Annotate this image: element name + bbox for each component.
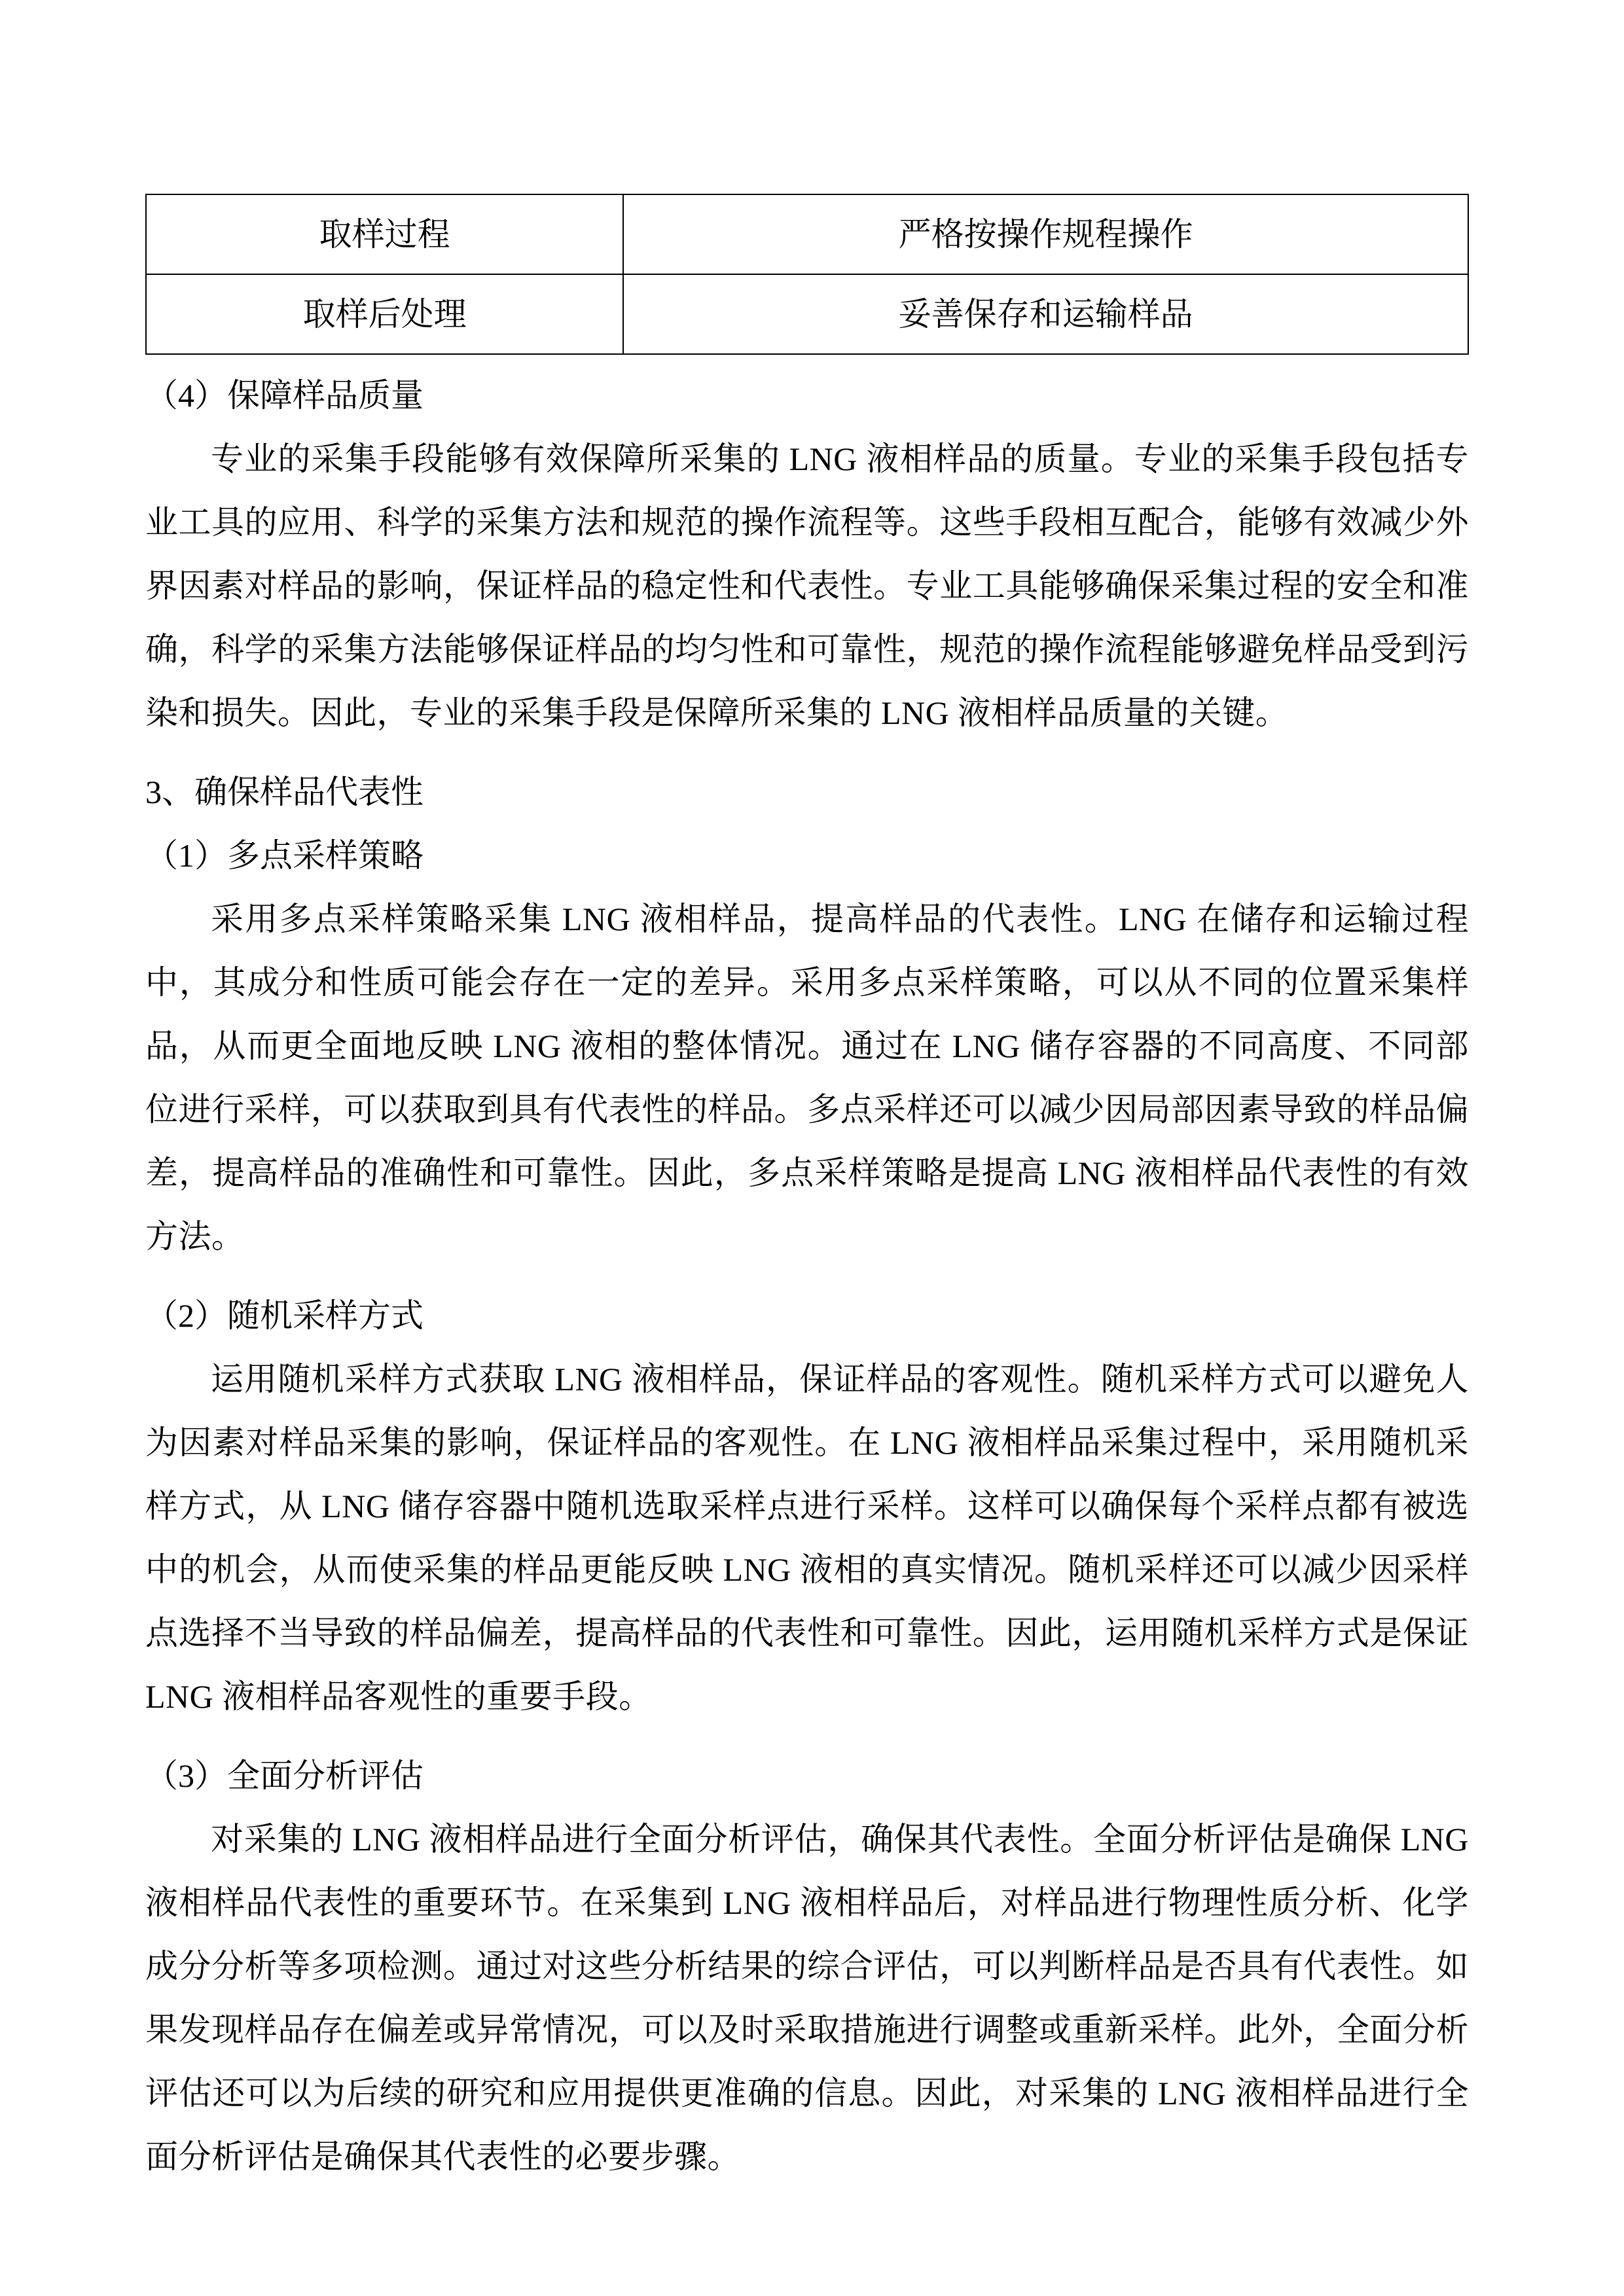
- paragraph-sample-quality: 专业的采集手段能够有效保障所采集的 LNG 液相样品的质量。专业的采集手段包括专业工具的应用、科学的采集方法和规范的操作流程等。这些手段相互配合，能够有效减少外界因素对样品的影响，保证样品的稳定性和代表性。专业工具能够确保采集过程的安全和准确，科学的采集方法能够保证样品的均匀性和可靠性，规范的操作流程能够避免样品受到污染和损失。因此，专业的采集手段是保障所采集的 LNG 液相样品质量的关键。: [145, 440, 1469, 731]
- table-cell-step-desc: 妥善保存和运输样品: [623, 274, 1468, 354]
- sampling-steps-table: [145, 194, 1469, 355]
- heading-random-sampling: （2）随机采样方式: [145, 1297, 424, 1334]
- heading-ensure-representativeness: 3、确保样品代表性: [145, 774, 424, 810]
- paragraph-random-sampling: 运用随机采样方式获取 LNG 液相样品，保证样品的客观性。随机采样方式可以避免人为因素对样品采集的影响，保证样品的客观性。在 LNG 液相样品采集过程中，采用随机采样方式，从 LNG 储存容器中随机选取采样点进行采样。这样可以确保每个采样点都有被选中的机会，从而使采集的样品更能反映 LNG 液相的真实情况。随机采样还可以减少因采样点选择不当导致的样品偏差，提高样品的代表性和可靠性。因此，运用随机采样方式是保证 LNG 液相样品客观性的重要手段。: [145, 1361, 1469, 1715]
- paragraph-comprehensive-analysis: 对采集的 LNG 液相样品进行全面分析评估，确保其代表性。全面分析评估是确保 LNG 液相样品代表性的重要环节。在采集到 LNG 液相样品后，对样品进行物理性质分析、化学成分分析等多项检测。通过对这些分析结果的综合评估，可以判断样品是否具有代表性。如果发现样品存在偏差或异常情况，可以及时采取措施进行调整或重新采样。此外，全面分析评估还可以为后续的研究和应用提供更准确的信息。因此，对采集的 LNG 液相样品进行全面分析评估是确保其代表性的必要步骤。: [145, 1821, 1469, 2175]
- table-row: [146, 194, 1468, 274]
- heading-multipoint-sampling: （1）多点采样策略: [145, 837, 424, 874]
- table-row: [146, 274, 1468, 354]
- heading-comprehensive-analysis: （3）全面分析评估: [145, 1757, 424, 1794]
- table-cell-step-name: 取样后处理: [146, 274, 623, 354]
- table-cell-step-name: 取样过程: [146, 194, 623, 274]
- paragraph-multipoint-sampling: 采用多点采样策略采集 LNG 液相样品，提高样品的代表性。LNG 在储存和运输过程中，其成分和性质可能会存在一定的差异。采用多点采样策略，可以从不同的位置采集样品，从而更全面地反映 LNG 液相的整体情况。通过在 LNG 储存容器的不同高度、不同部位进行采样，可以获取到具有代表性的样品。多点采样还可以减少因局部因素导致的样品偏差，提高样品的准确性和可靠性。因此，多点采样策略是提高 LNG 液相样品代表性的有效方法。: [145, 901, 1469, 1255]
- table-cell-step-desc: 严格按操作规程操作: [623, 194, 1468, 274]
- heading-guarantee-sample-quality: （4）保障样品质量: [145, 377, 424, 414]
